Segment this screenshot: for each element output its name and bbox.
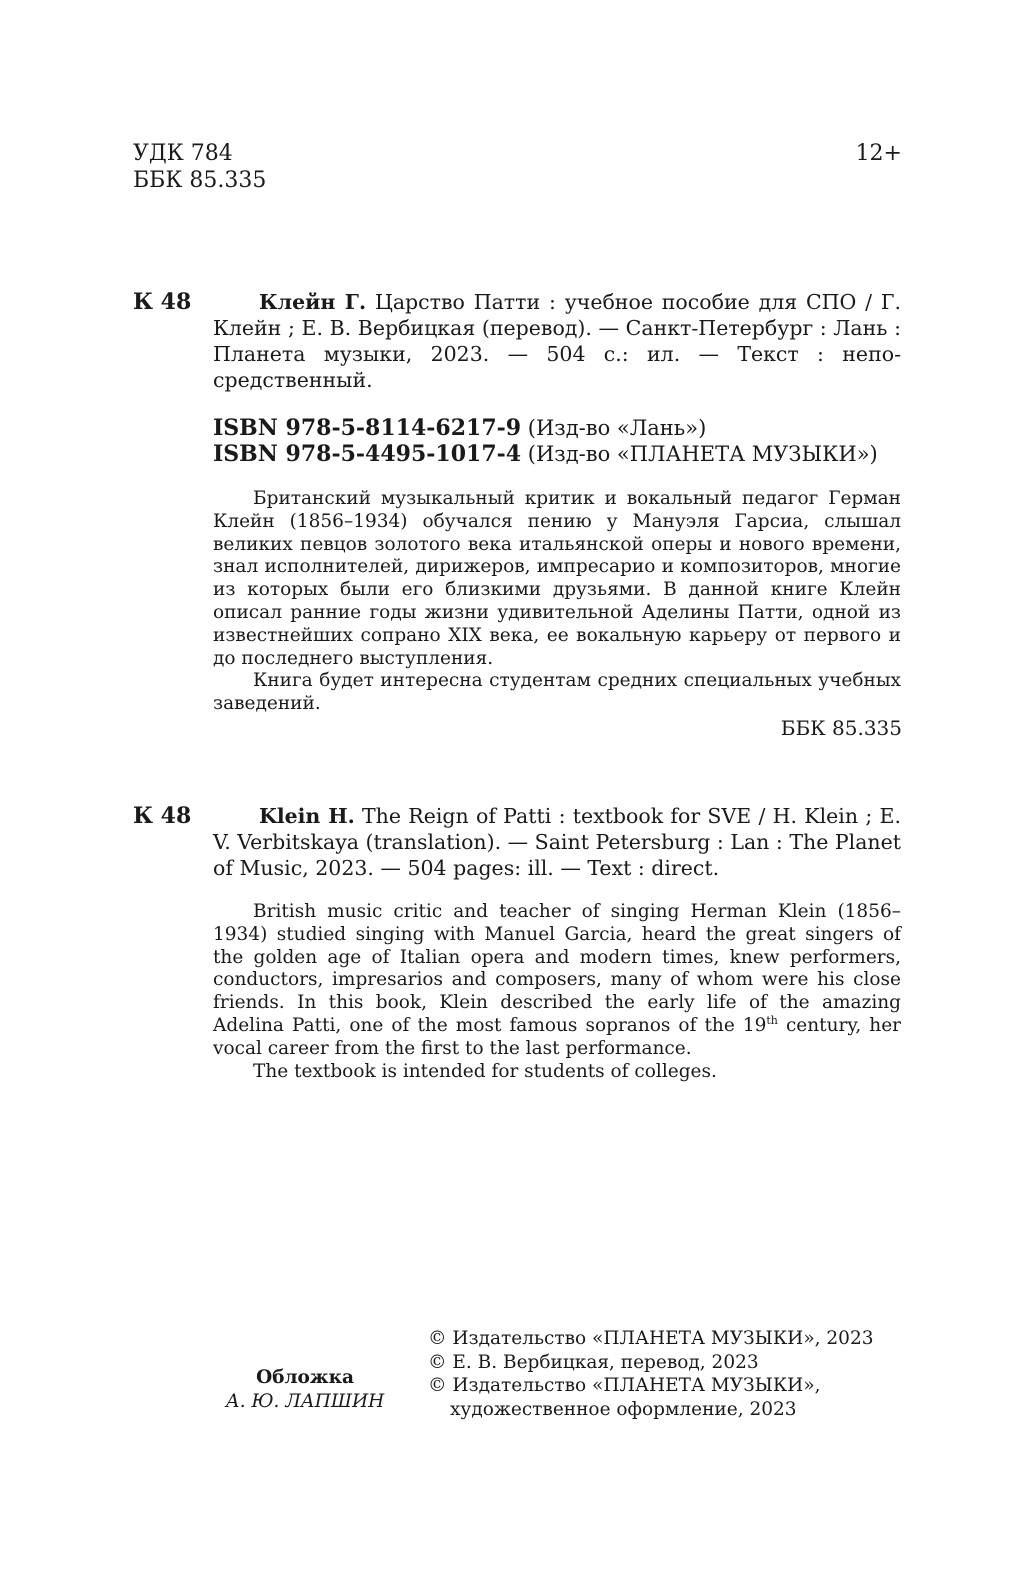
abstract-ru-paragraph-2: Книга будет интересна студентам средних специальных учебных заведений. [213,670,901,715]
abstract-en-paragraph-1: British music critic and teacher of singing Herman Klein (1856–1934) studied singing with Manuel Garcia, heard the great singers of the golden age of Italian opera and modern times, knew performers, conductors, impresarios and composers, many of whom were his close friends. In this book, Klein described the early life of the amazing Adelina Patti, one of the most famous sopranos of the 19th century, her vocal career from the first to the last performance. [213,901,901,1059]
description-en: The Reign of Patti : textbook for SVE / H. Klein ; E. V. Verbitskaya (translation). — Saint Petersburg : Lan : The Planet of Music, 2023. — 504 pages: ill. — Text : direct. [213,804,901,880]
cover-designer: А. Ю. ЛАПШИН [225,1391,385,1412]
isbn-2: ISBN 978-5-4495-1017-4 [213,441,522,467]
bibliographic-entry-ru [213,289,901,393]
copyright-line: © Е. В. Вербицкая, перевод, 2023 [428,1351,759,1373]
bbk-code-header: ББК 85.335 [133,168,267,193]
isbn-2-publisher: (Изд-во «ПЛАНЕТА МУЗЫКИ») [527,442,878,466]
udk-block [133,140,266,194]
author-code-ru: К 48 [133,289,192,315]
age-rating: 12+ [855,141,902,166]
isbn-1: ISBN 978-5-8114-6217-9 [213,415,522,441]
isbn-line-1 [213,415,878,441]
isbn-line-2 [213,441,878,467]
abstract-en [213,901,901,1083]
bbk-code-footer: ББК 85.335 [780,716,902,740]
copyright-block [428,1327,904,1421]
author-ru: Клейн Г. [259,290,367,314]
cover-credit [210,1366,400,1414]
copyright-line: © Издательство «ПЛАНЕТА МУЗЫКИ», 2023 [428,1328,874,1349]
copyright-line: © Издательство «ПЛАНЕТА МУЗЫКИ», художественное оформление, 2023 [428,1375,821,1420]
abstract-ru [213,488,901,716]
isbn-1-publisher: (Изд-во «Лань») [527,416,707,440]
description-ru: Царство Патти : учебное пособие для СПО / Г. Клейн ; Е. В. Вербицкая (перевод). — Санкт-Петербург : Лань : Планета музыки, 2023. — 504 с.: ил. — Текст : непо-средственный. [213,290,901,392]
author-en: Klein H. [259,804,355,828]
abstract-en-paragraph-2: The textbook is intended for students of colleges. [253,1060,717,1082]
author-code-en: К 48 [133,803,192,829]
abstract-ru-paragraph-1: Британский музыкальный критик и вокальный педагог Герман Клейн (1856–1934) обучался пению у Мануэля Гарсиа, слышал великих певцов золотого века итальянской оперы и нового времени, знал исполнителей, дирижеров, импресарио и композиторов, многие из которых были его близкими друзьями. В данной книге Клейн описал ранние годы жизни удивительной Аделины Патти, одной из известнейших сопрано XIX века, ее вокальную карьеру от первого и до последнего выступления. [213,488,901,669]
isbn-block [213,415,878,467]
udk-code: УДК 784 [133,141,233,166]
bibliographic-entry-en [213,803,901,881]
cover-label: Обложка [256,1367,354,1388]
